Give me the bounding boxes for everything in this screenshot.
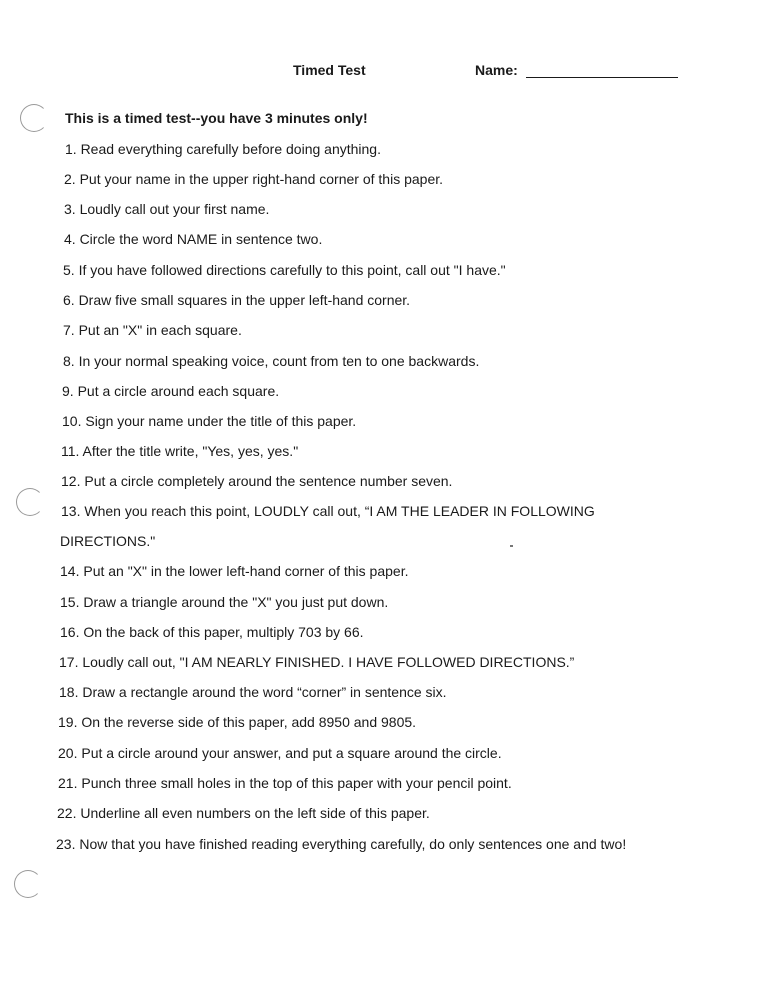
instruction-item: 18. Draw a rectangle around the word “corner” in sentence six. [59, 684, 447, 700]
instruction-item: 4. Circle the word NAME in sentence two. [64, 231, 323, 247]
instruction-item: 7. Put an "X" in each square. [63, 322, 242, 338]
instruction-item: 20. Put a circle around your answer, and put a square around the circle. [58, 745, 502, 761]
instruction-item: 2. Put your name in the upper right-hand corner of this paper. [64, 171, 444, 187]
instruction-item: 1. Read everything carefully before doing anything. [65, 141, 381, 157]
instruction-item: 6. Draw five small squares in the upper left-hand corner. [63, 292, 411, 308]
instruction-item: 19. On the reverse side of this paper, add 8950 and 9805. [58, 714, 417, 730]
instruction-item: 5. If you have followed directions carefully to this point, call out "I have." [63, 262, 506, 278]
instruction-item: 15. Draw a triangle around the "X" you just put down. [60, 594, 389, 610]
instruction-item: 22. Underline all even numbers on the left side of this paper. [57, 805, 430, 821]
instruction-item: 14. Put an "X" in the lower left-hand corner of this paper. [60, 563, 409, 579]
instruction-item: 11. After the title write, "Yes, yes, yes." [61, 443, 299, 459]
instruction-item: 10. Sign your name under the title of this paper. [62, 413, 357, 429]
instruction-item: 23. Now that you have finished reading everything carefully, do only sentences one and two! [56, 836, 627, 852]
instruction-item: 21. Punch three small holes in the top of this paper with your pencil point. [58, 775, 512, 791]
instruction-item: 3. Loudly call out your first name. [64, 201, 270, 217]
instruction-item: 13. When you reach this point, LOUDLY call out, “I AM THE LEADER IN FOLLOWING [61, 503, 595, 519]
instruction-item: DIRECTIONS." [60, 533, 156, 549]
instruction-item: 8. In your normal speaking voice, count from ten to one backwards. [63, 353, 480, 369]
page-title: Timed Test [293, 62, 366, 78]
name-label: Name: [475, 62, 518, 78]
intro-instruction: This is a timed test--you have 3 minutes only! [65, 110, 368, 126]
instruction-item: 16. On the back of this paper, multiply 703 by 66. [60, 624, 364, 640]
instruction-item: 17. Loudly call out, "I AM NEARLY FINISHED. I HAVE FOLLOWED DIRECTIONS.” [59, 654, 575, 670]
instruction-item: 12. Put a circle completely around the sentence number seven. [61, 473, 453, 489]
instruction-item: 9. Put a circle around each square. [62, 383, 280, 399]
